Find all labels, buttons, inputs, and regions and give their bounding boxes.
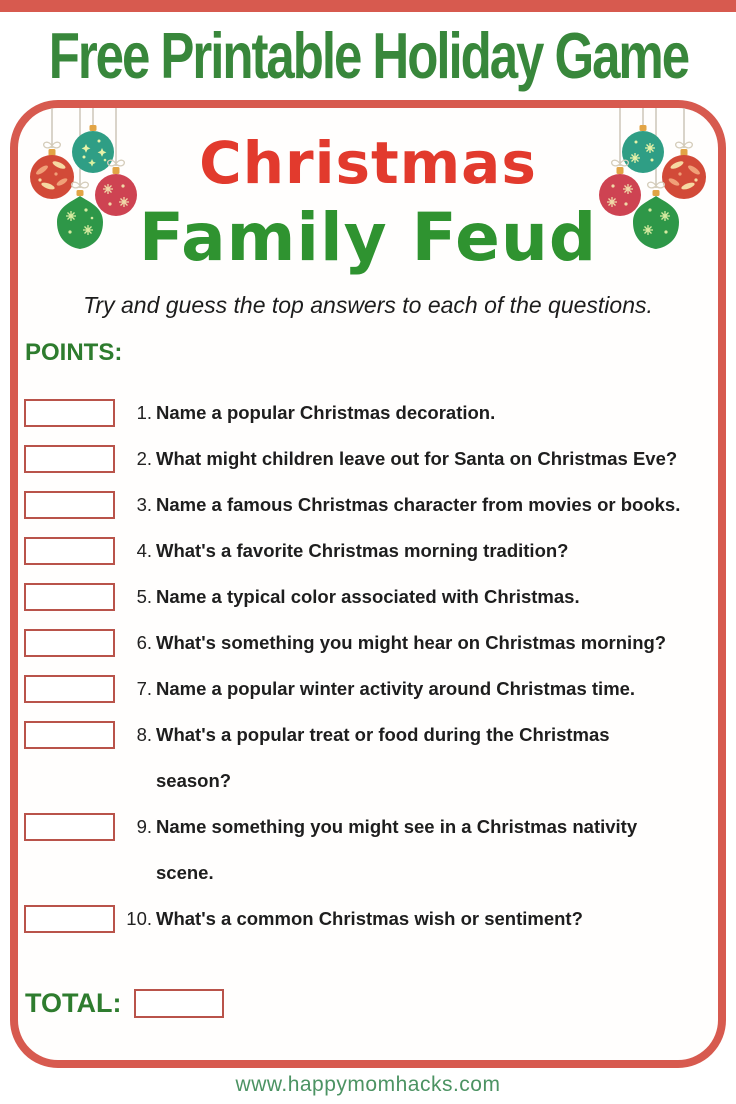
question-number: 3. xyxy=(136,494,152,515)
question-row xyxy=(18,712,718,804)
question-row xyxy=(18,390,718,436)
question-number: 2. xyxy=(136,448,152,469)
question-number: 6. xyxy=(136,632,152,653)
question-text: Name a typical color associated with Christmas. xyxy=(156,586,580,607)
question-row xyxy=(18,666,718,712)
total-label: TOTAL: xyxy=(25,988,122,1018)
question-text: Name something you might see in a Christmas nativity scene. xyxy=(156,816,638,883)
question-row xyxy=(18,436,718,482)
title-christmas: Christmas xyxy=(199,129,537,197)
question-text: What might children leave out for Santa on Christmas Eve? xyxy=(156,448,678,469)
answer-box-7[interactable] xyxy=(24,675,115,703)
answer-box-8[interactable] xyxy=(24,721,115,749)
question-row xyxy=(18,620,718,666)
total-row xyxy=(25,988,718,1019)
question-number: 4. xyxy=(136,540,152,561)
subtitle: Try and guess the top answers to each of the questions. xyxy=(83,292,653,318)
question-text: What's a popular treat or food during the Christmas season? xyxy=(156,724,610,791)
question-number: 7. xyxy=(136,678,152,699)
question-row xyxy=(18,804,718,896)
question-row xyxy=(18,528,718,574)
answer-box-6[interactable] xyxy=(24,629,115,657)
question-text: What's something you might hear on Christmas morning? xyxy=(156,632,667,653)
question-row xyxy=(18,896,718,942)
red-leaf-ball-icon xyxy=(662,142,706,199)
question-number: 5. xyxy=(136,586,152,607)
title-family-feud: Family Feud xyxy=(138,199,598,276)
banner xyxy=(0,12,736,100)
answer-box-4[interactable] xyxy=(24,537,115,565)
answer-box-3[interactable] xyxy=(24,491,115,519)
question-text: What's a common Christmas wish or sentiment? xyxy=(156,908,583,929)
question-list xyxy=(18,390,718,942)
answer-box-2[interactable] xyxy=(24,445,115,473)
red-leaf-ball-icon xyxy=(30,142,74,199)
question-text: Name a popular Christmas decoration. xyxy=(156,402,496,423)
question-text: What's a favorite Christmas morning tradition? xyxy=(156,540,569,561)
footer xyxy=(0,1073,736,1097)
question-row xyxy=(18,482,718,528)
total-box[interactable] xyxy=(134,989,224,1018)
points-label: POINTS: xyxy=(25,339,123,366)
answer-box-10[interactable] xyxy=(24,905,115,933)
footer-website[interactable]: www.happymomhacks.com xyxy=(235,1073,501,1096)
banner-title: Free Printable Holiday Game xyxy=(48,19,688,93)
question-text: Name a famous Christmas character from movies or books. xyxy=(156,494,681,515)
ornaments-right xyxy=(578,108,710,360)
answer-box-9[interactable] xyxy=(24,813,115,841)
teal-snowflake-ball-icon xyxy=(622,125,664,173)
teal-star-ball-icon xyxy=(72,125,114,173)
question-number: 9. xyxy=(136,816,152,837)
question-number: 10. xyxy=(126,908,152,929)
answer-box-5[interactable] xyxy=(24,583,115,611)
question-number: 1. xyxy=(136,402,152,423)
question-number: 8. xyxy=(136,724,152,745)
top-accent-bar xyxy=(0,0,736,12)
answer-box-1[interactable] xyxy=(24,399,115,427)
question-row xyxy=(18,574,718,620)
ornaments-left xyxy=(26,108,158,360)
game-card xyxy=(10,100,726,1068)
question-text: Name a popular winter activity around Christmas time. xyxy=(156,678,636,699)
